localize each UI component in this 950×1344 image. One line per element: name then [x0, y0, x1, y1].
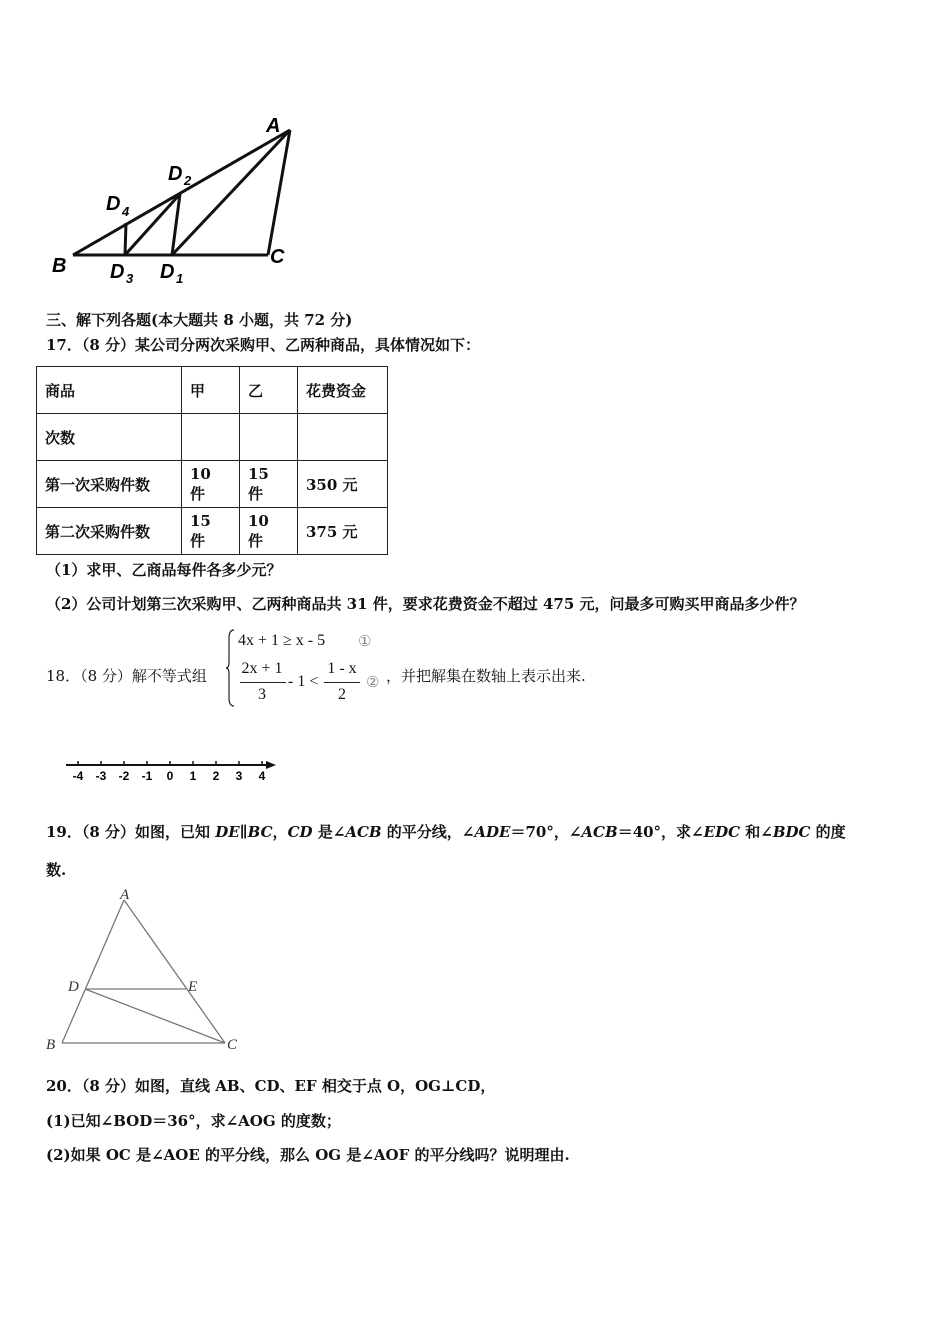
axis-tick-label: 3: [235, 769, 243, 783]
q19-text: 19．（8 分）如图，已知: [46, 823, 216, 841]
table-cell: 10 件: [240, 508, 298, 555]
section-heading: 三、解下列各题(本大题共 8 小题，共 72 分): [46, 311, 353, 329]
table-cell: 350 元: [298, 461, 388, 508]
label-d2: D: [168, 163, 183, 185]
fraction-1-numerator: 2x + 1: [241, 660, 283, 677]
q19-acb2: ACB: [581, 823, 618, 841]
line-dc: [85, 989, 225, 1043]
q19-bdc: BDC: [772, 823, 811, 841]
axis-tick-label: 1: [189, 769, 197, 783]
line-d3d4: [125, 223, 126, 255]
table-cell: 375 元: [298, 508, 388, 555]
table-cell: 15 件: [240, 461, 298, 508]
table-cell: [240, 414, 298, 461]
fraction-2-denominator: 2: [338, 686, 346, 703]
label-d3-sub: 3: [126, 271, 134, 286]
q17-part1: （1）求甲、乙商品每件各多少元？: [46, 561, 282, 579]
inequality-1: 4x + 1 ≥ x - 5: [238, 632, 326, 649]
q19-text: ，: [272, 823, 288, 841]
line-ac: [124, 900, 225, 1043]
q19-text: 的度: [810, 823, 846, 841]
table-row: [37, 367, 388, 414]
q19-line2: 数.: [46, 861, 67, 879]
line-ab: [62, 900, 124, 1043]
q19-cd: CD: [287, 823, 313, 841]
q19-acb: ACB: [345, 823, 382, 841]
q19-text: 是∠: [312, 823, 346, 841]
label-b: B: [46, 1037, 56, 1053]
fraction-1-denominator: 3: [258, 686, 266, 703]
label-e: E: [188, 979, 198, 995]
q18-suffix: ，并把解集在数轴上表示出来.: [386, 667, 586, 685]
q19-text: 和∠: [740, 823, 773, 841]
table-cell: [182, 414, 240, 461]
table-cell: 次数: [37, 414, 182, 461]
label-a: A: [266, 115, 281, 137]
fraction-2-numerator: 1 - x: [327, 660, 357, 677]
q20-part1: (1)已知∠BOD＝36°，求∠AOG 的度数；: [46, 1112, 341, 1130]
minus-one-less-than: - 1 <: [288, 673, 319, 690]
fraction-1-bar: [240, 682, 286, 683]
q20-part2: (2)如果 OC 是∠AOE 的平分线，那么 OG 是∠AOF 的平分线吗？说明理由.: [46, 1146, 570, 1164]
system-brace: [226, 628, 236, 708]
q20-stem: 20．（8 分）如图，直线 AB、CD、EF 相交于点 O，OG⊥CD，: [46, 1077, 496, 1095]
table-cell: 第二次采购件数: [37, 508, 182, 555]
q19-text: ＝70°，∠: [510, 823, 582, 841]
q19-edc: EDC: [703, 823, 741, 841]
label-d4-sub: 4: [122, 204, 130, 219]
q19-line1: [46, 822, 846, 842]
label-c: C: [270, 246, 285, 268]
q18-prefix: 18．（8 分）解不等式组: [46, 667, 207, 685]
axis-tick-label: -3: [95, 769, 107, 783]
q19-text: ＝40°，求∠: [617, 823, 704, 841]
table-cell: 第一次采购件数: [37, 461, 182, 508]
q19-de-bc: DE∥BC: [215, 823, 273, 841]
table-cell: [298, 414, 388, 461]
q17-stem: 17．（8 分）某公司分两次采购甲、乙两种商品，具体情况如下：: [46, 336, 481, 354]
fraction-2-bar: [324, 682, 360, 683]
q19-ade: ADE: [474, 823, 511, 841]
label-b: B: [52, 255, 67, 277]
arrow-right-icon: [266, 761, 276, 769]
label-c: C: [227, 1037, 238, 1053]
table-cell: 商品: [37, 367, 182, 414]
table-row: [37, 508, 388, 555]
axis-tick-label: 0: [166, 769, 174, 783]
label-d4: D: [106, 193, 121, 215]
table-cell: 花费资金: [298, 367, 388, 414]
axis-tick-label: -1: [141, 769, 153, 783]
axis-tick-label: -2: [118, 769, 130, 783]
table-row: [37, 461, 388, 508]
axis-tick-label: -4: [72, 769, 84, 783]
table-cell: 甲: [182, 367, 240, 414]
label-d2-sub: 2: [184, 173, 192, 188]
label-d: D: [68, 979, 79, 995]
q17-table: [36, 366, 388, 555]
table-row: [37, 414, 388, 461]
inequality-2-mark: ②: [366, 673, 380, 691]
label-d1-sub: 1: [176, 271, 184, 286]
table-cell: 15 件: [182, 508, 240, 555]
label-a: A: [120, 887, 130, 903]
number-line: [60, 756, 280, 786]
triangle-figure-1: [40, 108, 310, 293]
triangle-figure-2: [40, 885, 250, 1055]
axis-tick-label: 4: [258, 769, 266, 783]
q17-part2: （2）公司计划第三次采购甲、乙两种商品共 31 件，要求花费资金不超过 475 元，问最多可购买甲商品多少件？: [46, 595, 805, 613]
label-d3: D: [110, 261, 125, 283]
q19-text: 的平分线，∠: [381, 823, 475, 841]
axis-tick-label: 2: [212, 769, 220, 783]
inequality-1-mark: ①: [358, 632, 372, 650]
table-cell: 乙: [240, 367, 298, 414]
label-d1: D: [160, 261, 175, 283]
table-cell: 10 件: [182, 461, 240, 508]
